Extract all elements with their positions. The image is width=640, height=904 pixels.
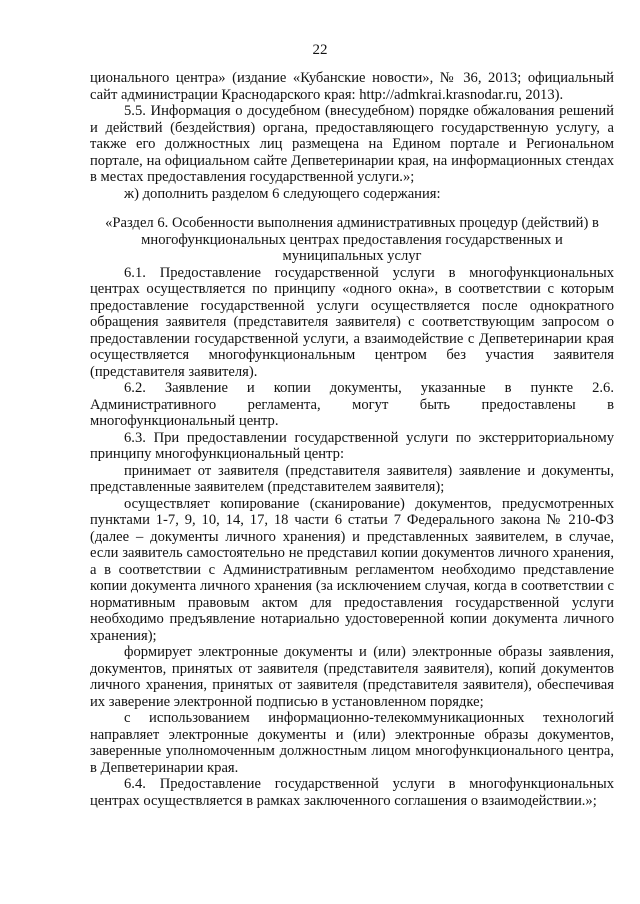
paragraph-6-4: 6.4. Предоставление государственной услуги в многофункциональных центрах осуществляется в рамках заключенного соглашения о взаимодействии.»;: [90, 776, 614, 809]
paragraph: ционального центра» (издание «Кубанские новости», № 36, 2013; официальный сайт администрации Краснодарского края: http://admkrai.krasnodar.ru, 2013).: [90, 70, 614, 103]
paragraph-6-2: 6.2. Заявление и копии документы, указанные в пункте 2.6. Административного регламента, могут быть предоставлены в многофункциональный центр.: [90, 380, 614, 429]
paragraph: формирует электронные документы и (или) электронные образы заявления, документов, принятых от заявителя (представителя заявителя), копий документов личного хранения, принятых от заявителя (представителя заявителя), обеспечивая их заверение электронной подписью в установленном порядке;: [90, 644, 614, 710]
page-number: 22: [312, 42, 328, 58]
document-body: [90, 70, 614, 809]
paragraph: с использованием информационно-телекоммуникационных технологий направляет электронные документы и (или) электронные образы документов, заверенные уполномоченным должностным лицом многофункционального центра, в Депветеринарии края.: [90, 710, 614, 776]
paragraph-6-3: 6.3. При предоставлении государственной услуги по экстерриториальному принципу многофункциональный центр:: [90, 429, 614, 462]
paragraph-5-5: 5.5. Информация о досудебном (внесудебном) порядке обжалования решений и действий (бездействия) органа, предоставляющего государственную услугу, а также его должностных лиц размещена на Едином портале и Региональном портале, на официальном сайте Депветеринарии края, на информационных стендах в местах предоставления государственной услуги.»;: [90, 103, 614, 185]
paragraph-6-1: 6.1. Предоставление государственной услуги в многофункциональных центрах осуществляется по принципу «одного окна», в соответствии с которым предоставление государственной услуги осуществляется после однократного обращения заявителя (представителя заявителя) с соответствующим запросом о предоставлении государственной услуги, а взаимодействие с Депветеринарии края осуществляется многофункциональным центром без участия заявителя (представителя заявителя).: [90, 264, 614, 380]
paragraph: осуществляет копирование (сканирование) документов, предусмотренных пунктами 1-7, 9, 10, 14, 17, 18 части 6 статьи 7 Федерального закона № 210-ФЗ (далее – документы личного хранения) и представленных заявителем, в случае, если заявитель самостоятельно не представил копии документов личного хранения, а в соответствии с Административным регламентом необходимо представление копии документа личного хранения (за исключением случая, когда в соответствии с нормативным правовым актом для предоставления государственной услуги необходимо предъявление нотариально удостоверенной копии документа личного хранения);: [90, 495, 614, 644]
paragraph: принимает от заявителя (представителя заявителя) заявление и документы, представленные заявителем (представителем заявителя);: [90, 462, 614, 495]
paragraph-item-zh: ж) дополнить разделом 6 следующего содержания:: [124, 185, 441, 202]
section-6-heading: «Раздел 6. Особенности выполнения административных процедур (действий) в многофункциональных центрах предоставления государственных и муниципальных услуг: [105, 215, 599, 264]
